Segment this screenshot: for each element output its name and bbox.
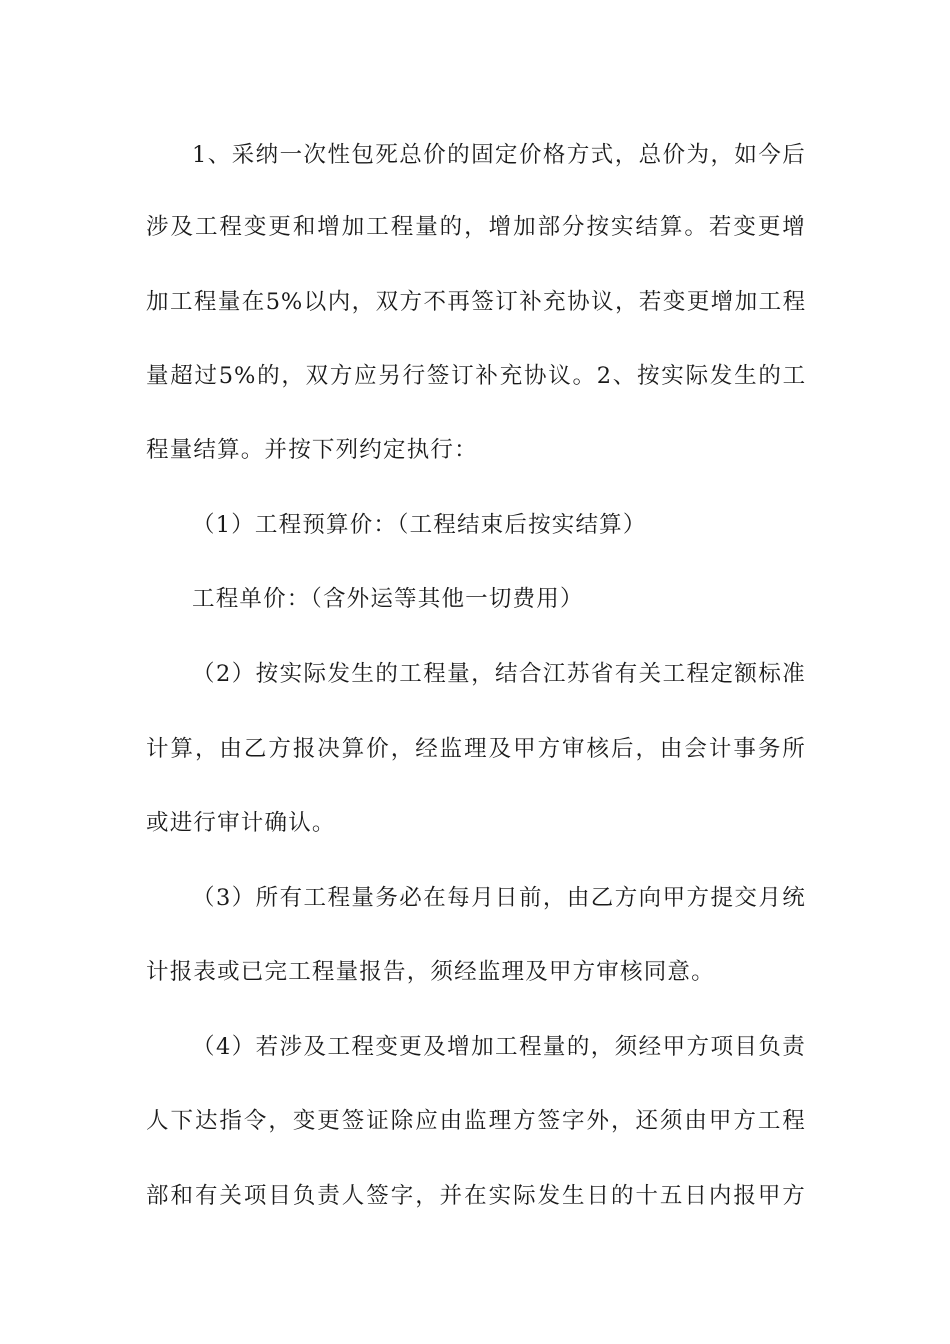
unit-price-line: 工程单价：（含外运等其他一切费用） bbox=[192, 586, 584, 612]
paragraph-1-line-3: 加工程量在5%以内，双方不再签订补充协议，若变更增加工程 bbox=[146, 289, 806, 315]
item-3-line-1: （3）所有工程量务必在每月日前，由乙方向甲方提交月统 bbox=[192, 885, 806, 911]
item-3-line-2: 计报表或已完工程量报告，须经监理及甲方审核同意。 bbox=[146, 959, 715, 985]
item-1-budget-price: （1）工程预算价：（工程结束后按实结算） bbox=[192, 512, 647, 538]
item-2-line-2: 计算，由乙方报决算价，经监理及甲方审核后，由会计事务所 bbox=[146, 736, 806, 762]
item-4-line-3: 部和有关项目负责人签字，并在实际发生日的十五日内报甲方 bbox=[146, 1183, 806, 1209]
item-4-line-2: 人下达指令，变更签证除应由监理方签字外，还须由甲方工程 bbox=[146, 1108, 806, 1134]
item-2-line-1: （2）按实际发生的工程量，结合江苏省有关工程定额标准 bbox=[192, 661, 806, 687]
item-2-line-3: 或进行审计确认。 bbox=[146, 810, 336, 836]
paragraph-1-line-4: 量超过5%的，双方应另行签订补充协议。2、按实际发生的工 bbox=[146, 363, 806, 389]
paragraph-1-line-1: 1、采纳一次性包死总价的固定价格方式，总价为，如今后 bbox=[192, 142, 806, 168]
item-4-line-1: （4）若涉及工程变更及增加工程量的，须经甲方项目负责 bbox=[192, 1034, 806, 1060]
paragraph-1-line-2: 涉及工程变更和增加工程量的，增加部分按实结算。若变更增 bbox=[146, 214, 806, 240]
paragraph-1-line-5: 程量结算。并按下列约定执行： bbox=[146, 437, 478, 463]
